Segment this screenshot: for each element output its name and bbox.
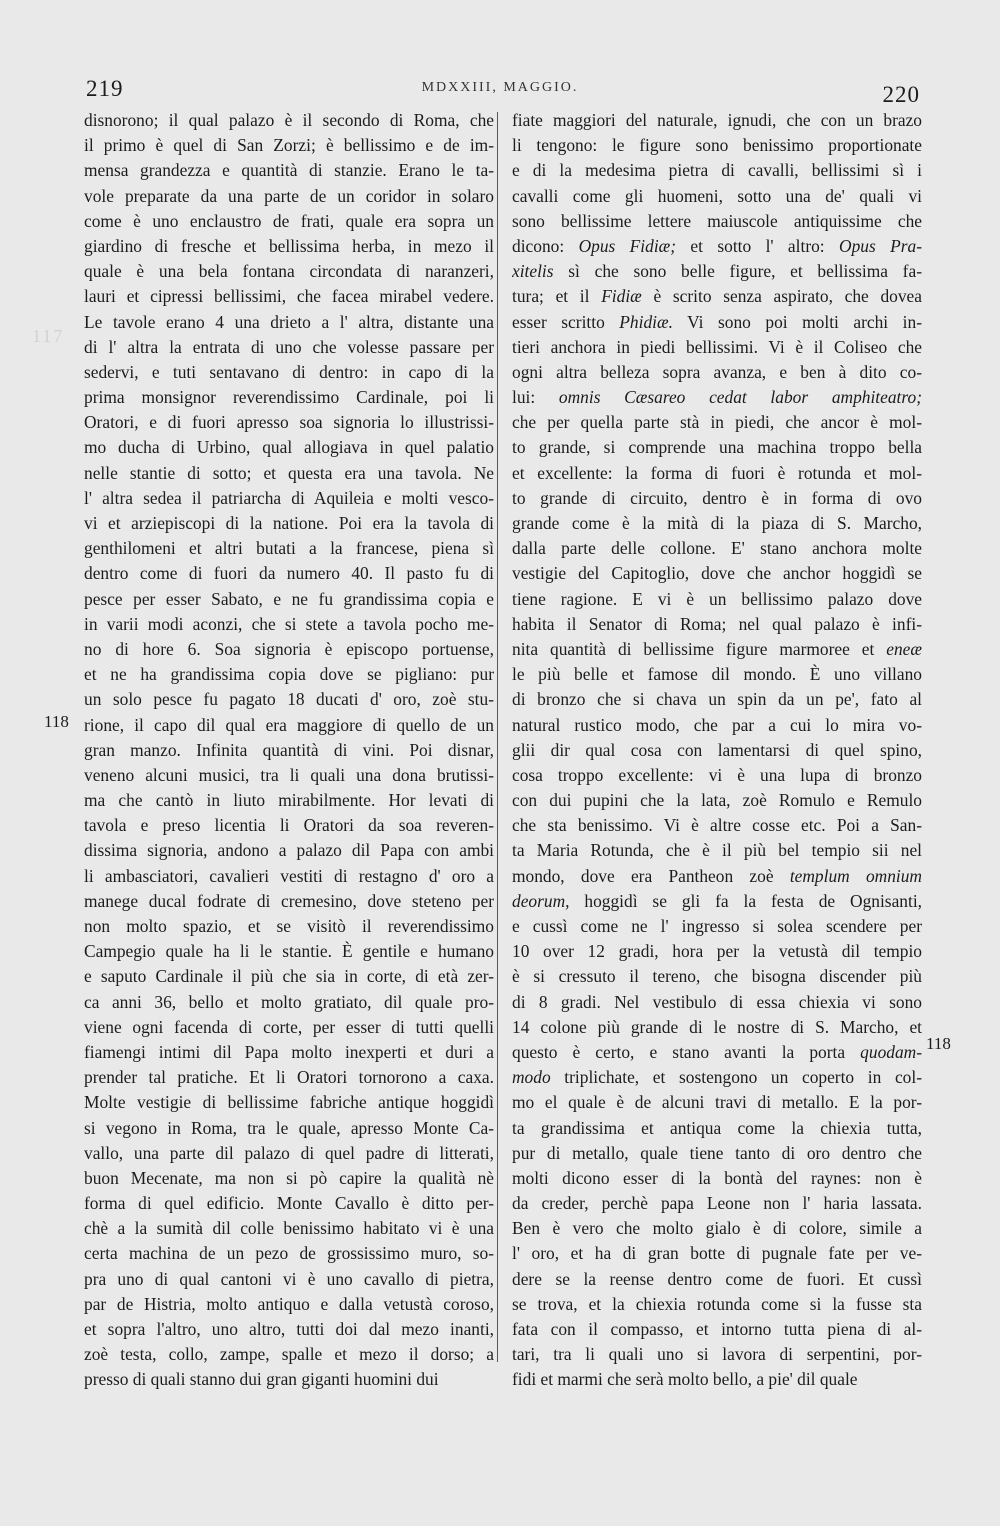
- text-line: che sta benissimo. Vi è altre cosse etc. Poi a San-: [512, 815, 922, 836]
- text-line: genthilomeni et altri butati a la francese, piena sì: [84, 538, 494, 559]
- text-line: come è uno enclaustro de frati, quale era sopra un: [84, 210, 494, 231]
- text-line: nelle stantie di sotto; et questa era una tavola. Ne: [84, 462, 494, 483]
- text-line: il primo è quel di San Zorzi; è bellissimo e de im-: [84, 135, 494, 156]
- text-line: tari, tra li quali uno si lavora di serpentini, por-: [512, 1344, 922, 1365]
- text-line: mensa grandezza e quantità di stanzie. Erano le ta-: [84, 160, 494, 181]
- text-line: natural rustico modo, che par a cui lo mira vo-: [512, 714, 922, 735]
- text-line: 10 over 12 gradi, hora per la vetustà dil tempio: [512, 941, 922, 962]
- text-line: Oratori, e di fuori apresso soa signoria lo illustrissi-: [84, 412, 494, 433]
- margin-note-faint: 117: [32, 326, 65, 346]
- text-line: ta Maria Rotunda, che è il più bel tempio sii nel: [512, 840, 922, 861]
- text-line: l' altra sedea il patriarcha di Aquileia e molti vesco-: [84, 487, 494, 508]
- text-line: di 8 gradi. Nel vestibulo di essa chiexia vi sono: [512, 991, 922, 1012]
- text-line: tiene ragione. E vi è un bellissimo palazo dove: [512, 588, 922, 609]
- text-line: manege ducal fodrate di cremesino, dove steteno per: [84, 890, 494, 911]
- text-line: et sopra l'altro, uno altro, tutti doi dal mezo inanti,: [84, 1319, 494, 1339]
- text-line: un solo pesce fu pagato 18 ducati d' oro, zoè stu-: [84, 689, 494, 710]
- text-line: par de Histria, molto antiquo e dalla vetustà coroso,: [84, 1293, 494, 1314]
- text-line: chè a la sumità dil colle benissimo habitato vi è una: [84, 1218, 494, 1239]
- text-line: fidi et marmi che serà molto bello, a pie' dil quale: [512, 1369, 858, 1390]
- text-line: tavola e preso licentia li Oratori da soa reveren-: [84, 815, 494, 836]
- text-line: deorum, hoggidì se gli fa la festa de Ognisanti,: [512, 890, 922, 911]
- text-line: certa machina de un pezo de grossissimo muro, so-: [84, 1243, 494, 1264]
- page-header: [0, 72, 1000, 112]
- text-line: grande come è la mità di la piaza di S. Marcho,: [512, 513, 922, 533]
- text-line: li ambasciatori, cavalieri vestiti di restagno d' oro a: [84, 865, 494, 886]
- text-line: non molto spazio, et se visitò il reverendissimo: [84, 916, 494, 936]
- text-line: prender tal pratiche. Et li Oratori tornorono a caxa.: [84, 1067, 494, 1088]
- text-line: lauri et cipressi bellissimi, che facea mirabel vedere.: [84, 286, 494, 307]
- text-line: presso di quali stanno dui gran giganti huomini dui: [84, 1369, 439, 1390]
- text-line: mo el quale è de alcuni travi di metallo. E la por-: [512, 1092, 922, 1113]
- text-line: sedervi, e tuti sentavano di dentro: in capo di la: [84, 361, 494, 382]
- text-line: to grande, si comprende una machina troppo bella: [512, 437, 922, 458]
- text-line: molti dicono esser di la bontà del raynes: non è: [512, 1167, 922, 1188]
- text-line: Le tavole erano 4 una drieto a l' altra, distante una: [84, 311, 494, 332]
- text-line: buon Mecenate, ma non si pò capire la qualità nè: [84, 1167, 494, 1188]
- text-line: cavalli come gli huomeni, sotto una de' quali vi: [512, 185, 922, 206]
- text-line: et excellente: la forma di fuori è rotunda et mol-: [512, 462, 922, 483]
- text-line: rione, il capo dil qual era maggiore di quello de un: [84, 714, 494, 735]
- text-line: zoè testa, collo, zampe, spalle et mezo il dorso; a: [84, 1344, 494, 1365]
- text-line: nita quantità di bellissime figure marmoree et eneæ: [512, 638, 922, 659]
- text-line: pra uno di qual cantoni vi è uno cavallo di pietra,: [84, 1268, 494, 1289]
- text-line: tura; et il Fidiæ è scrito senza aspirato, che dovea: [512, 286, 922, 307]
- text-line: forma di quel edificio. Monte Cavallo è ditto per-: [84, 1193, 494, 1214]
- text-line: ma che cantò in liuto mirabilmente. Hor levati di: [84, 790, 494, 811]
- text-line: tieri anchora in piedi bellissimi. Vi è il Coliseo che: [512, 336, 922, 357]
- text-line: ca anni 36, bello et molto gratiato, dil quale pro-: [84, 991, 494, 1012]
- text-line: dere se la reense dentro come de fuori. Et cussì: [512, 1268, 922, 1289]
- text-line: to grande di circuito, dentro è in forma di ovo: [512, 487, 922, 508]
- margin-note-right: 118: [926, 1034, 951, 1053]
- text-line: di bronzo che si chava un spin da un pe', fato al: [512, 689, 922, 710]
- text-line: no di hore 6. Soa signoria è episcopo portuense,: [84, 638, 494, 659]
- text-line: dicono: Opus Fidiæ; et sotto l' altro: Opus Pra-: [512, 235, 922, 256]
- text-line: l' oro, et ha di gran botte di pugnale fate per ve-: [512, 1243, 922, 1264]
- text-line: ta grandissima et antiqua come la chiexia tutta,: [512, 1117, 922, 1138]
- text-line: è si cressuto il tereno, che bisogna discender più: [512, 966, 922, 987]
- text-line: fata con il compasso, et intorno tutta piena di al-: [512, 1319, 922, 1339]
- text-line: habita il Senator di Roma; nel qual palazo è infi-: [512, 613, 922, 634]
- text-line: et ne ha grandissima copia dove se pigliano: pur: [84, 664, 494, 685]
- text-line: Ben è vero che molto gialo è di colore, simile a: [512, 1218, 922, 1239]
- text-line: esser scritto Phidiæ. Vi sono poi molti archi in-: [512, 311, 922, 332]
- text-line: e di la medesima pietra di cavalli, bellissimi sì i: [512, 160, 922, 181]
- text-line: dissima signoria, andono a palazo dil Papa con ambi: [84, 840, 494, 861]
- text-line: questo è certo, e stano avanti la porta quodam-: [512, 1041, 922, 1062]
- text-line: in varii modi aconzi, che si stete a tavola pocho me-: [84, 613, 494, 634]
- text-line: glii dir qual cosa con lamentarsi di quel spino,: [512, 739, 922, 760]
- page-number-left: 219: [86, 76, 124, 101]
- text-line: che per quella parte stà in piedi, che ancor è mol-: [512, 412, 922, 433]
- text-line: vestigie del Capitoglio, dove che anchor hoggidì se: [512, 563, 922, 584]
- text-line: li tengono: le figure sono benissimo proportionate: [512, 135, 922, 156]
- text-line: xitelis sì che sono belle figure, et bellissima fa-: [512, 261, 922, 282]
- text-line: e cussì come ne l' ingresso si solea scendere per: [512, 916, 922, 936]
- text-line: dalla parte delle collone. E' stano anchora molte: [512, 538, 922, 559]
- page-number-right: 220: [882, 82, 920, 107]
- text-line: ogni altra belleza sopra avanza, e ben à dito co-: [512, 361, 922, 382]
- text-line: si vegono in Roma, tra le quale, apresso Monte Ca-: [84, 1117, 494, 1138]
- text-line: con dui pupini che la lata, zoè Romulo e Remulo: [512, 790, 922, 811]
- text-line: mo ducha di Urbino, qual allogiava in quel palatio: [84, 437, 494, 458]
- text-line: vole preparate da una parte de un coridor in solaro: [84, 185, 494, 206]
- text-line: le più belle et famose dil mondo. È uno villano: [512, 664, 922, 685]
- text-line: cosa troppo excellente: vi è una lupa di bronzo: [512, 764, 922, 785]
- text-line: pur di metallo, quale tiene tanto di oro dentro che: [512, 1142, 922, 1163]
- column-divider: [497, 112, 498, 1362]
- text-line: prima monsignor reverendissimo Cardinale, poi li: [84, 387, 494, 408]
- text-line: fiate maggiori del naturale, ignudi, che con un brazo: [512, 110, 922, 130]
- text-line: da creder, perchè papa Leone non l' haria lassata.: [512, 1193, 922, 1214]
- text-line: quale è una bela fontana circondata di naranzeri,: [84, 261, 494, 282]
- text-line: veneno alcuni musici, tra li quali una dona brutissi-: [84, 764, 494, 785]
- text-line: fiamengi intimi dil Papa molto inexperti et duri a: [84, 1041, 494, 1062]
- text-line: disnorono; il qual palazo è il secondo di Roma, che: [84, 110, 494, 130]
- text-line: giardino di fresche et bellissima herba, in mezo il: [84, 235, 494, 256]
- text-line: pesce per esser Sabato, e ne fu grandissima copia e: [84, 588, 494, 609]
- text-line: vallo, una parte dil palazo di quel padre di litterati,: [84, 1142, 494, 1163]
- text-line: mondo, dove era Pantheon zoè templum omnium: [512, 865, 922, 886]
- text-line: sono bellissime lettere maiuscole antiquissime che: [512, 210, 922, 231]
- text-line: viene ogni facenda di corte, per esser di tutti quelli: [84, 1016, 494, 1037]
- text-line: Campegio quale ha li le stantie. È gentile e humano: [84, 941, 494, 962]
- text-line: di l' altra la entrata di uno che volesse passare per: [84, 336, 494, 357]
- right-column: [512, 108, 922, 1393]
- text-line: Molte vestigie di bellissime fabriche antique hoggidì: [84, 1092, 494, 1113]
- text-line: e saputo Cardinale il più che sia in corte, di età zer-: [84, 966, 494, 987]
- text-line: lui: omnis Cæsareo cedat labor amphiteatro;: [512, 387, 922, 408]
- text-line: modo triplichate, et sostengono un coperto in col-: [512, 1067, 922, 1088]
- running-title: MDXXIII, MAGGIO.: [421, 80, 579, 95]
- margin-note-left: 118: [44, 712, 69, 731]
- text-line: dentro come di fuori da numero 40. Il pasto fu di: [84, 563, 494, 584]
- text-line: vi et arziepiscopi di la natione. Poi era la tavola di: [84, 513, 494, 533]
- text-line: 14 colone più grande di le nostre di S. Marcho, et: [512, 1016, 922, 1037]
- left-column: [84, 108, 494, 1393]
- text-line: se trova, et la chiexia rotunda come si la fusse sta: [512, 1293, 922, 1314]
- text-line: gran manzo. Infinita quantità di vini. Poi disnar,: [84, 739, 494, 760]
